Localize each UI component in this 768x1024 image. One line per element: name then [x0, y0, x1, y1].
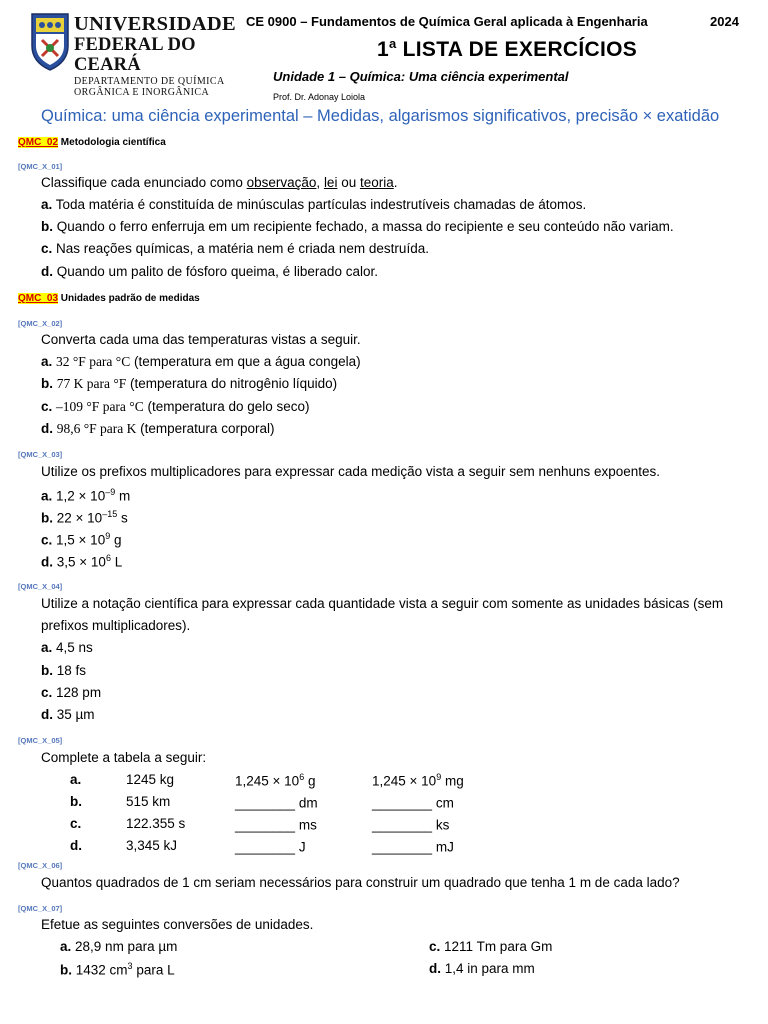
list-item: c. $1,5 \times 10^9$ g	[41, 531, 122, 548]
list-item: d. Quando um palito de fósforo queima, é liberado calor.	[41, 264, 378, 279]
university-name-line1: UNIVERSIDADE	[74, 13, 236, 35]
question-prompt: Efetue as seguintes conversões de unidades.	[41, 917, 314, 932]
question-id: [QMC_X_07]	[18, 904, 63, 913]
table-cell-label: a.	[70, 772, 82, 787]
university-name-line2: FEDERAL DO CEARÁ	[74, 35, 196, 75]
question-prompt-continued: prefixos multiplicadores).	[41, 618, 191, 633]
question-id: [QMC_X_06]	[18, 861, 63, 870]
list-item: c. –109 °F para °C (temperatura do gelo seco)	[41, 399, 310, 414]
table-cell-label: b.	[70, 794, 82, 809]
question-prompt: Classifique cada enunciado como observação, lei ou teoria.	[41, 175, 398, 190]
question-prompt: Converta cada uma das temperaturas vistas a seguir.	[41, 332, 361, 347]
list-item: c. Nas reações químicas, a matéria nem é criada nem destruída.	[41, 241, 429, 256]
list-item: a. $1,2 \times 10^{-9}$ m	[41, 487, 131, 504]
department-line1: DEPARTAMENTO DE QUÍMICA	[74, 76, 225, 87]
table-cell-blank: ________ J	[235, 839, 306, 855]
department-line2: ORGÂNICA E INORGÂNICA	[74, 87, 210, 98]
question-prompt: Quantos quadrados de 1 cm seriam necessários para construir um quadrado que tenha 1 m de cada lado?	[41, 875, 680, 890]
table-row	[0, 772, 768, 792]
question-id: [QMC_X_02]	[18, 319, 63, 328]
table-cell-value: 1245 kg	[126, 772, 175, 787]
list-item: a. 28,9 nm para µm	[60, 939, 178, 954]
table-cell-blank: ________ mJ	[372, 839, 454, 855]
topic-heading: QMC_03 Unidades padrão de medidas	[18, 293, 200, 304]
table-cell-blank: ________ cm	[372, 795, 454, 811]
year: 2024	[710, 14, 739, 29]
table-cell-blank: ________ dm	[235, 795, 318, 811]
list-item: a. 32 °F para °C (temperatura em que a água congela)	[41, 354, 361, 369]
table-cell-blank: ________ ms	[235, 817, 317, 833]
table-cell-label: d.	[70, 838, 82, 853]
list-item: b. 77 K para °F (temperatura do nitrogênio líquido)	[41, 376, 338, 391]
list-item: d. 1,4 in para mm	[429, 961, 535, 976]
list-item: b. 1432 $cm^3$ para L	[60, 961, 175, 978]
section-title: Química: uma ciência experimental – Medidas, algarismos significativos, precisão × exatidão	[41, 107, 720, 125]
list-item: a. Toda matéria é constituída de minúsculas partículas indestrutíveis chamadas de átomos.	[41, 197, 587, 212]
table-cell-value: 515 km	[126, 794, 171, 809]
topic-heading: QMC_02 Metodologia científica	[18, 137, 166, 148]
table-cell-answer: $1,245 \times 10^9$ mg	[372, 772, 464, 789]
table-row	[0, 838, 768, 858]
table-cell-blank: ________ ks	[372, 817, 450, 833]
table-cell-value: 3,345 kJ	[126, 838, 178, 853]
course-title: CE 0900 – Fundamentos de Química Geral aplicada à Engenharia	[246, 14, 648, 29]
question-prompt: Complete a tabela a seguir:	[41, 750, 207, 765]
university-crest-icon	[30, 12, 70, 72]
list-item: d. 98,6 °F para K (temperatura corporal)	[41, 421, 275, 436]
list-item: b. $22 \times 10^{-15}$ s	[41, 509, 128, 526]
list-item: a. 4,5 ns	[41, 640, 93, 655]
list-item: b. Quando o ferro enferruja em um recipiente fechado, a massa do recipiente e seu conteúdo não variam.	[41, 219, 674, 234]
table-cell-answer: $1,245 \times 10^6$ g	[235, 772, 316, 789]
table-row	[0, 794, 768, 814]
list-item: d. 35 µm	[41, 707, 95, 722]
professor-name: Prof. Dr. Adonay Loiola	[273, 92, 366, 102]
table-row	[0, 816, 768, 836]
list-item: d. $3,5 \times 10^6$ L	[41, 553, 123, 570]
table-cell-label: c.	[70, 816, 82, 831]
list-title: 1$^a$ LISTA DE EXERCÍCIOS	[377, 36, 638, 61]
question-id: [QMC_X_05]	[18, 736, 63, 745]
question-id: [QMC_X_04]	[18, 582, 63, 591]
question-id: [QMC_X_01]	[18, 162, 63, 171]
question-prompt: Utilize a notação científica para expressar cada quantidade vista a seguir com somente as unidades básicas (sem	[41, 596, 724, 611]
unit-title: Unidade 1 – Química: Uma ciência experimental	[273, 69, 569, 84]
table-cell-value: 122.355 s	[126, 816, 186, 831]
question-id: [QMC_X_03]	[18, 450, 63, 459]
list-item: c. 128 pm	[41, 685, 102, 700]
question-prompt: Utilize os prefixos multiplicadores para expressar cada medição vista a seguir sem nenhuns expoentes.	[41, 464, 661, 479]
list-item: b. 18 fs	[41, 663, 87, 678]
university-logo	[30, 12, 236, 98]
list-item: c. 1211 Tm para Gm	[429, 939, 553, 954]
